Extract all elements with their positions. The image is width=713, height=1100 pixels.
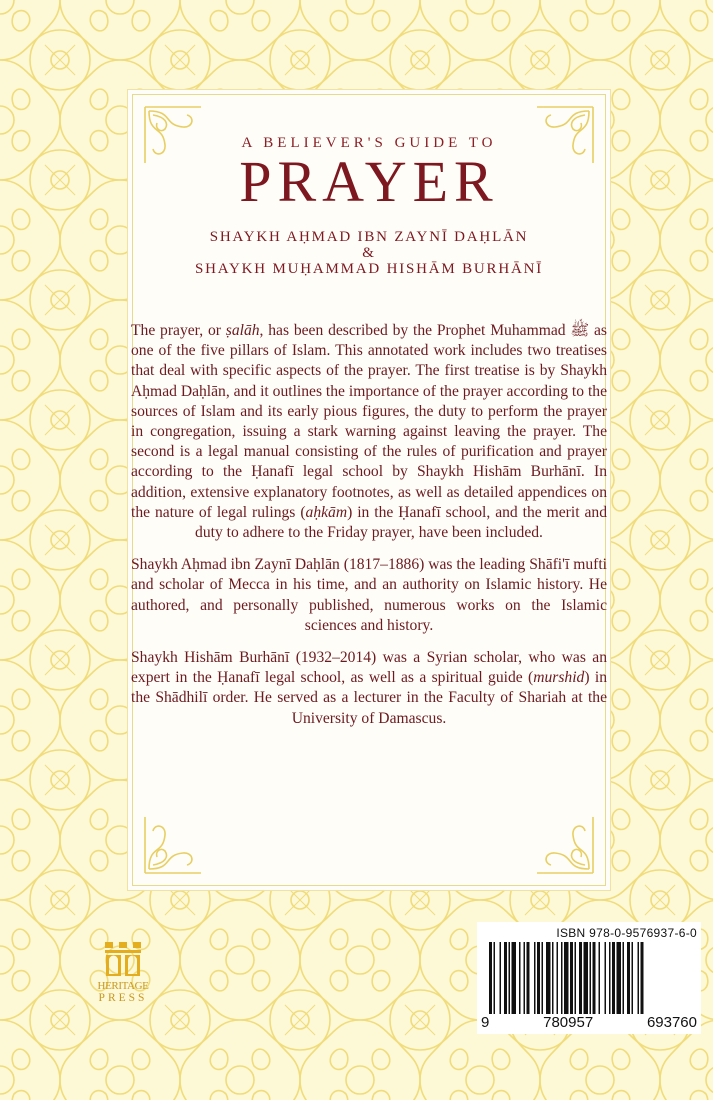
barcode-bar [512,942,517,1014]
barcode-bar [509,942,511,1014]
author-name: SHAYKH MUḤAMMAD HISHĀM BURHĀNĪ [194,261,544,277]
barcode-digit-group: 780957 [543,1014,594,1031]
barcode-digits [481,1014,697,1031]
barcode-digit-group: 9 [481,1014,490,1031]
barcode-bar [519,942,521,1014]
barcode-bar [500,942,502,1014]
blurb-italic-term: murshid [533,669,585,687]
publisher-logo [88,938,158,1004]
blurb-italic-term: aḥkām [305,503,348,521]
book-title: PRAYER [239,149,499,214]
barcode-bar [494,942,496,1014]
barcode-bar [579,942,582,1014]
barcode-bar [546,942,551,1014]
blurb-text: ) in the Shādhilī order. He served as a lecturer in the Faculty of Shariah at the University of Damascus. [131,669,607,727]
barcode-bar [557,942,559,1014]
barcode-bar [617,942,622,1014]
isbn-barcode [477,922,701,1034]
barcode-bar [627,942,630,1014]
back-cover-blurb [131,321,607,741]
author-bio-dahlan: Shaykh Aḥmad ibn Zaynī Daḥlān (1817–1886) was the leading Shāfi'ī mufti and scholar of Mecca in his time, and an authority on Islamic history. He authored, and personally published, numerous works on the Islamic sciences and history. [131,556,607,634]
isbn-label: ISBN 978-0-9576937-6-0 [556,926,697,940]
barcode-bar [575,942,577,1014]
barcode-digit-group: 693760 [646,1014,697,1031]
barcode-bar [638,942,640,1014]
barcode-bar [537,942,540,1014]
barcode-bar [561,942,563,1014]
barcode-bar [542,942,544,1014]
barcode-bar [552,942,554,1014]
author-block [133,229,605,277]
barcode-bar [641,942,644,1014]
corner-ornament [535,815,595,875]
series-title: A BELIEVER'S GUIDE TO [241,135,497,151]
ampersand: & [362,245,376,261]
barcode-bar [612,942,615,1014]
barcode-bar [593,942,596,1014]
cover-panel [132,94,606,886]
barcode-bar [590,942,592,1014]
barcode-bars [485,942,693,1014]
barcode-bar [609,942,611,1014]
publisher-emblem-icon [103,938,143,978]
author-bio-burhani [131,648,607,729]
publisher-name: PRESS [98,992,148,1004]
blurb-text: , has been described by the Prophet Muhammad ﷺ as one of the five pillars of Islam. This annotated work includes two treatises that deal with specific aspects of the prayer. The first treatise is by Shaykh Aḥmad Daḥlān, and it outlines the importance of the prayer according to the sources of Islam and its early pious figures, the duty to perform the prayer in congregation, issuing a stark warning against leaving the prayer. The second is a legal manual consisting of the rules of purification and prayer according to the Ḥanafī legal school by Shaykh Hishām Burhānī. In addition, extensive explanatory footnotes, as well as detailed appendices on the nature of legal rulings ( [131,322,607,521]
barcode-bar [564,942,569,1014]
barcode-bar [570,942,573,1014]
barcode-bar [489,942,492,1014]
blurb-text: ) in the Ḥanafī school, and the merit and duty to adhere to the Friday prayer, have been included. [195,503,607,542]
barcode-bar [524,942,526,1014]
publisher-name: HERITAGE [97,980,149,992]
blurb-paragraph [131,321,607,543]
barcode-bar [527,942,530,1014]
barcode-bar [605,942,607,1014]
barcode-bar [504,942,507,1014]
barcode-bar [534,942,536,1014]
author-name: SHAYKH AḤMAD IBN ZAYNĪ DAḤLĀN [209,229,529,245]
barcode-bar [623,942,625,1014]
barcode-bar [584,942,589,1014]
barcode-bar [632,942,634,1014]
barcode-bar [599,942,601,1014]
blurb-text: Shaykh Hishām Burhānī (1932–2014) was a Syrian scholar, who was an expert in the Ḥanafī legal school, as well as a spiritual guide ( [131,649,607,687]
corner-ornament [143,815,203,875]
blurb-italic-term: ṣalāh [225,322,260,339]
blurb-text: The prayer, or [131,322,226,339]
